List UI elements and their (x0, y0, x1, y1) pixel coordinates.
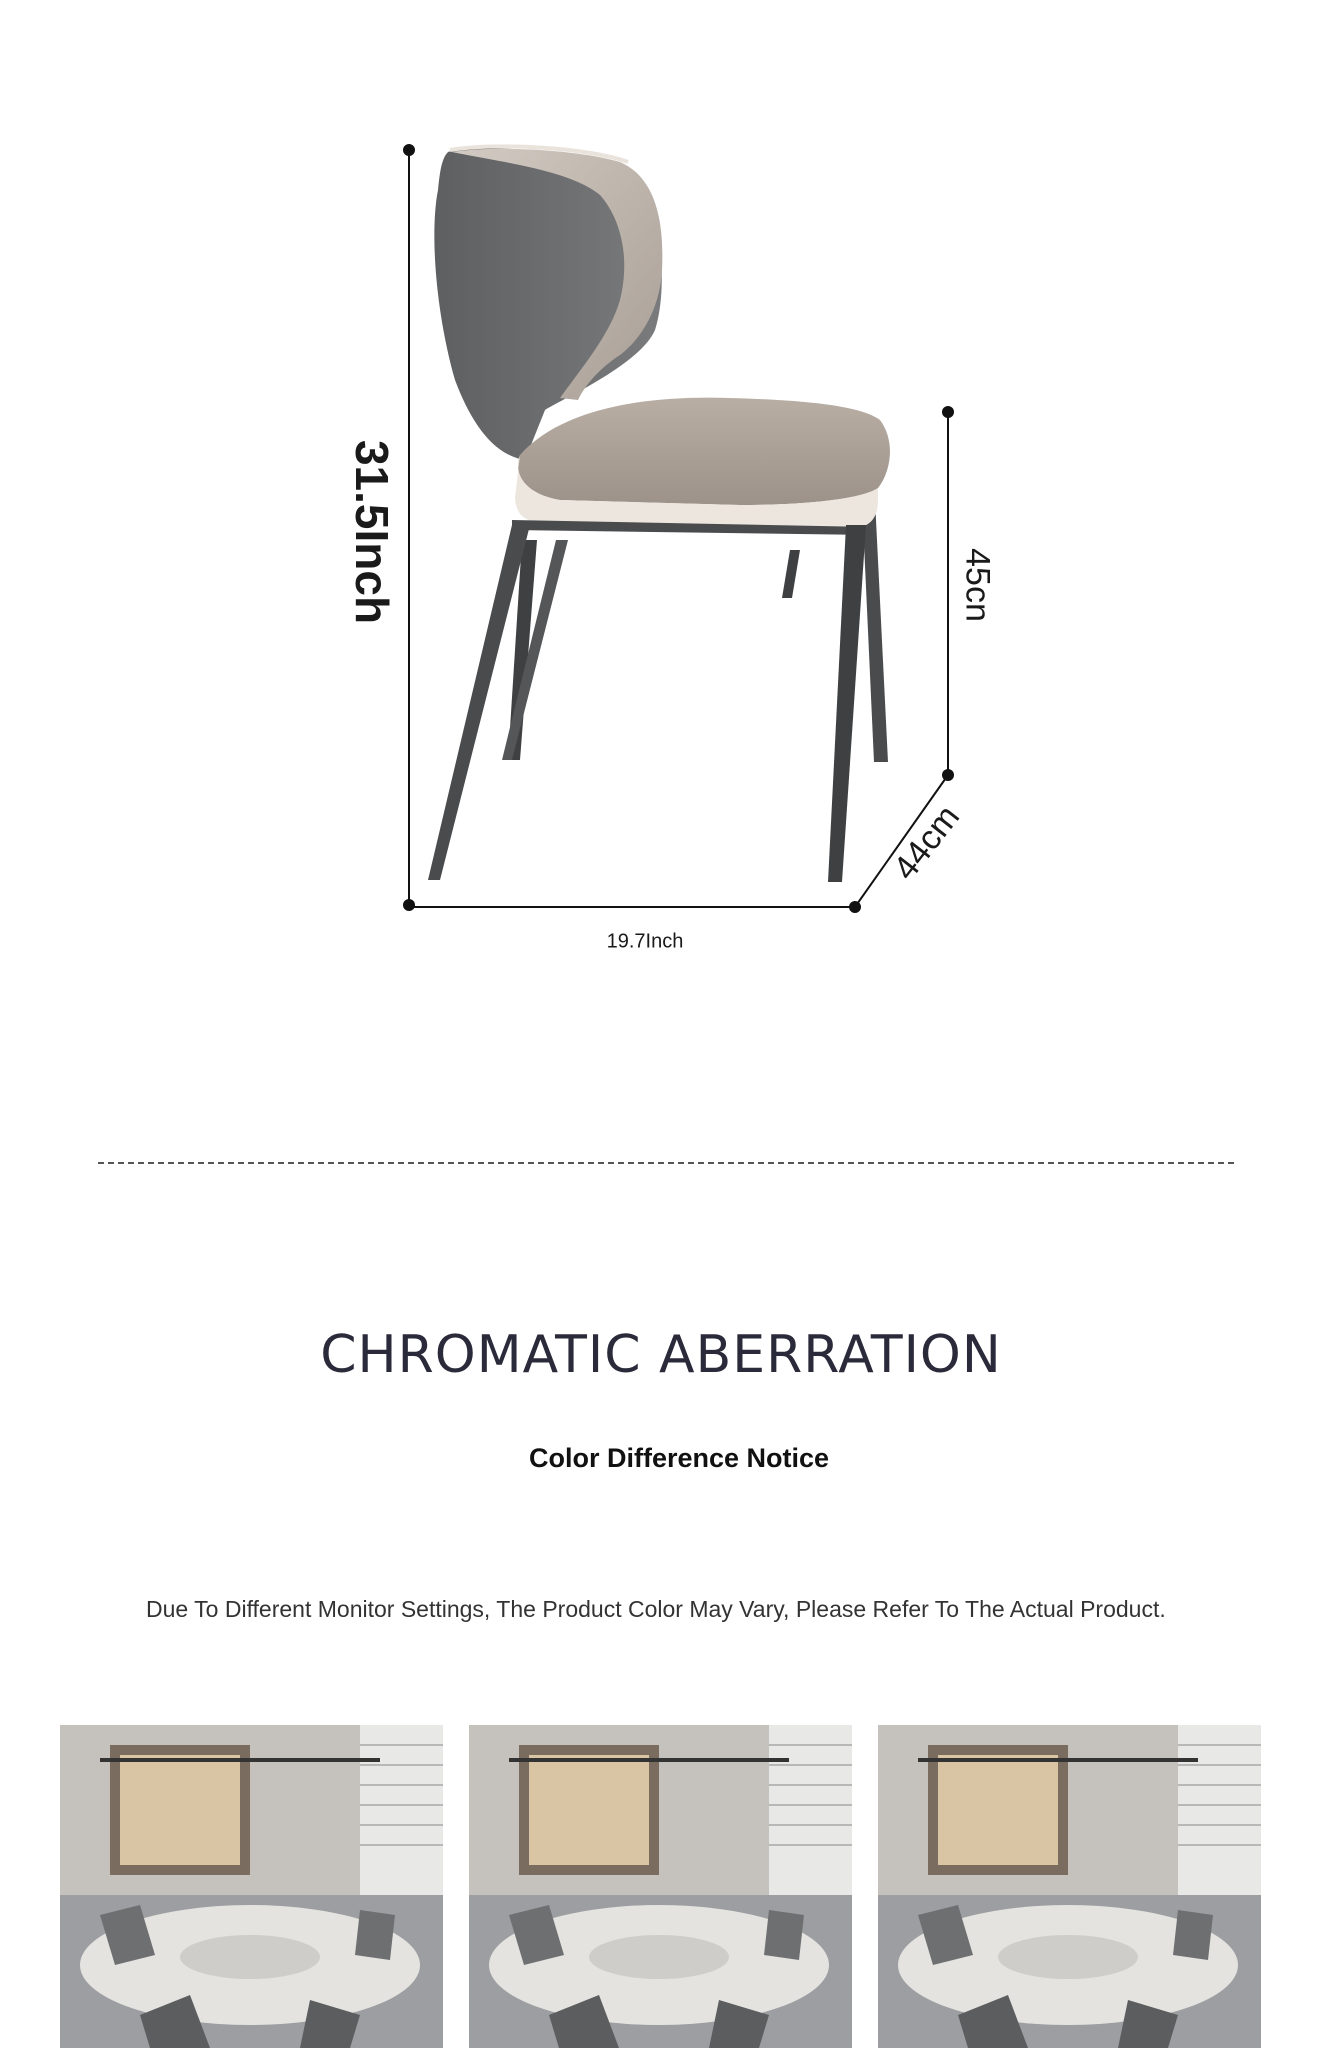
color-notice-text: Due To Different Monitor Settings, The Product Color May Vary, Please Refer To The Actual Product. (146, 1596, 1166, 1622)
height-dimension-label: 31.5Inch (346, 439, 398, 625)
gallery-thumbnail-1[interactable] (60, 1725, 443, 2048)
section-title: CHROMATIC ABERRATION (320, 1325, 1002, 1385)
width-dimension-label: 19.7Inch (606, 930, 684, 953)
chair-rear-leg-back (862, 500, 888, 762)
chair-dimension-diagram (0, 0, 1322, 1000)
chair-front-leg-front (828, 525, 866, 882)
depth-dimension-label: 44cm (886, 798, 968, 888)
gallery-thumbnail-3[interactable] (878, 1725, 1261, 2048)
chair-seat-top (518, 398, 890, 505)
dining-room-image (469, 1725, 852, 2048)
section-subtitle: Color Difference Notice (528, 1443, 830, 1473)
chair-rear-leg-right (782, 550, 800, 598)
seat-height-dimension-label: 45cn (958, 548, 997, 622)
dining-room-image (878, 1725, 1261, 2048)
dashed-divider (98, 1162, 1234, 1164)
dining-room-image (60, 1725, 443, 2048)
gallery-thumbnail-2[interactable] (469, 1725, 852, 2048)
